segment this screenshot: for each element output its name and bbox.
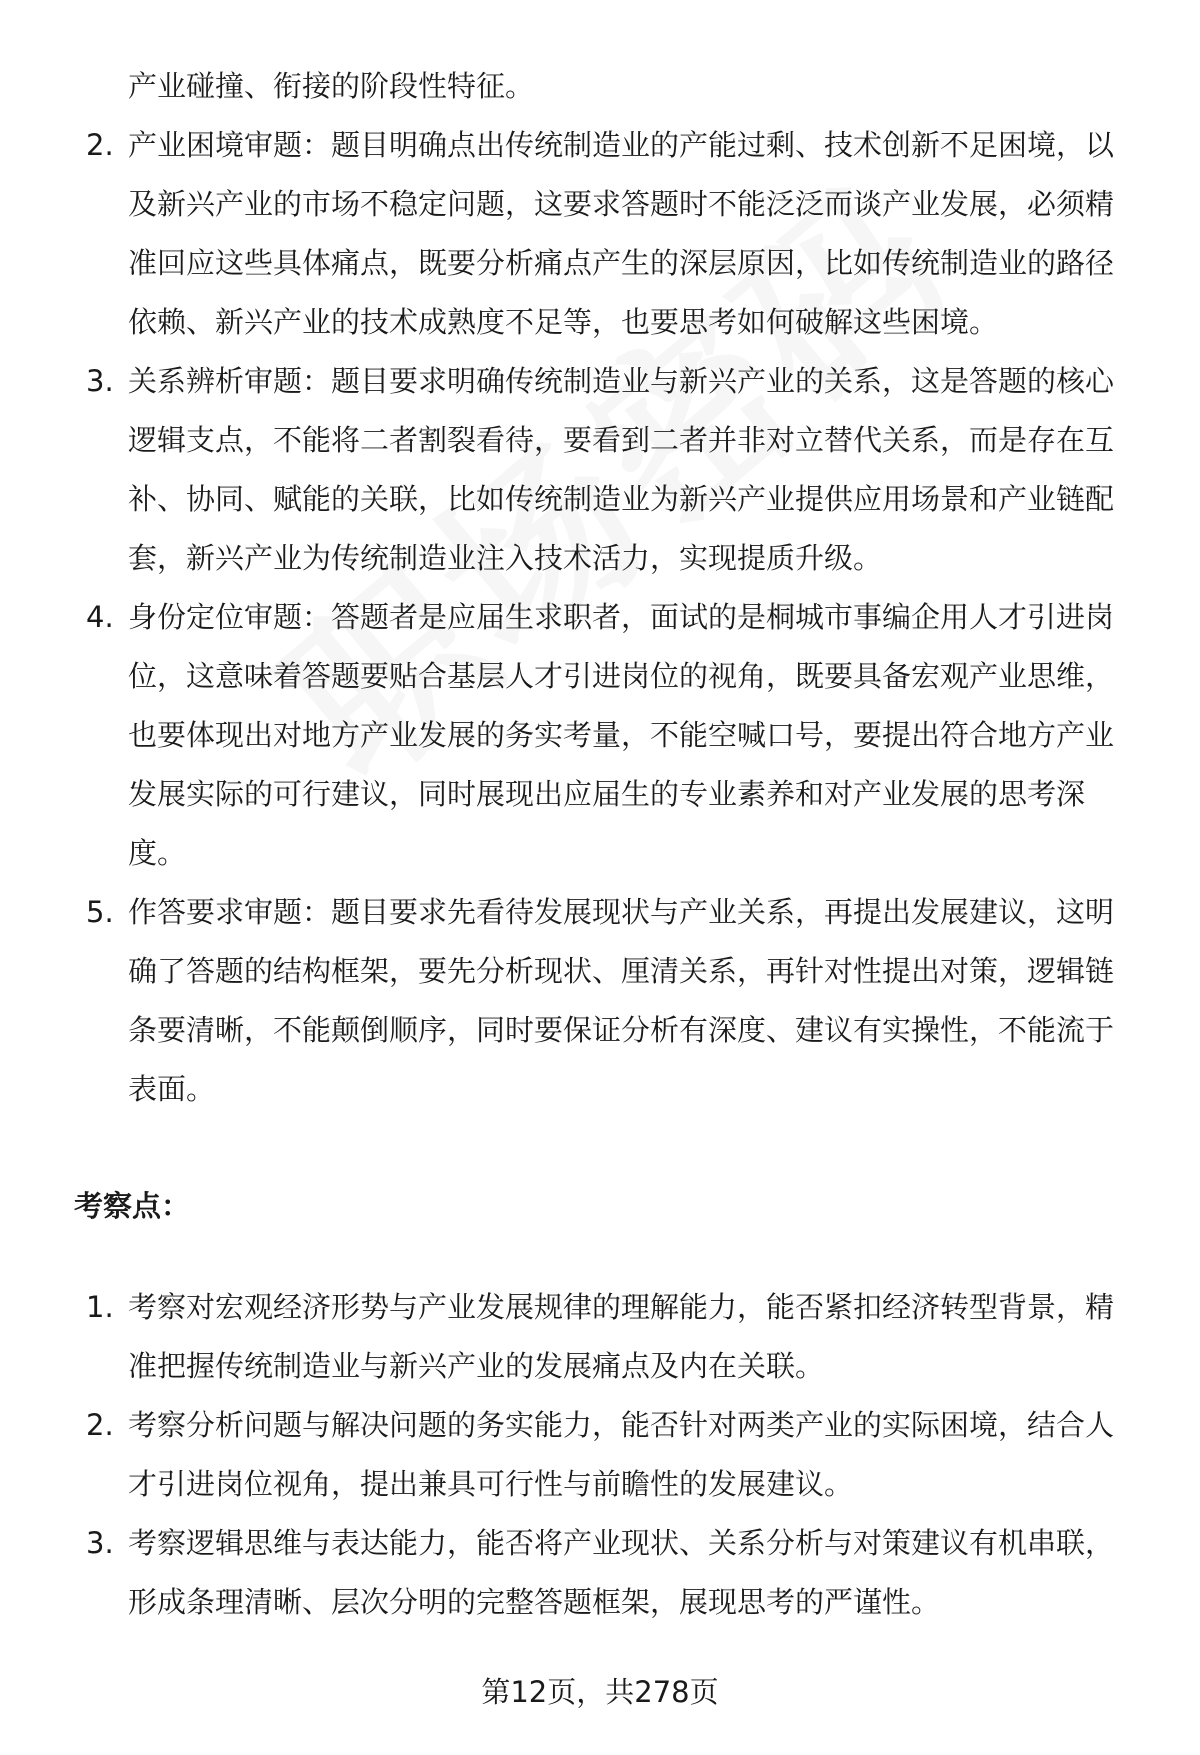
item-number: 4.: [86, 600, 114, 634]
item-text: 作答要求审题：题目要求先看待发展现状与产业关系，再提出发展建议，这明确了答题的结构框架，要先分析现状、厘清关系，再针对性提出对策，逻辑链条要清晰，不能颠倒顺序，同时要保证分析有深度、建议有实操性，不能流于表面。: [128, 895, 1115, 1106]
list-item: [74, 352, 1140, 588]
intro-continuation: 产业碰撞、衔接的阶段性特征。: [128, 69, 535, 103]
analysis-list: [74, 116, 1140, 1119]
item-number: 3.: [86, 364, 114, 398]
item-number: 2.: [86, 1408, 114, 1442]
list-item: [74, 1396, 1140, 1514]
section-title: 考察点：: [74, 1189, 191, 1223]
item-text: 考察分析问题与解决问题的务实能力，能否针对两类产业的实际困境，结合人才引进岗位视角，提出兼具可行性与前瞻性的发展建议。: [128, 1408, 1115, 1501]
item-text: 考察逻辑思维与表达能力，能否将产业现状、关系分析与对策建议有机串联，形成条理清晰、层次分明的完整答题框架，展现思考的严谨性。: [128, 1526, 1115, 1619]
item-text: 考察对宏观经济形势与产业发展规律的理解能力，能否紧扣经济转型背景，精准把握传统制造业与新兴产业的发展痛点及内在关联。: [128, 1290, 1115, 1383]
list-item: [74, 116, 1140, 352]
item-text: 关系辨析审题：题目要求明确传统制造业与新兴产业的关系，这是答题的核心逻辑支点，不能将二者割裂看待，要看到二者并非对立替代关系，而是存在互补、协同、赋能的关联，比如传统制造业为新兴产业提供应用场景和产业链配套，新兴产业为传统制造业注入技术活力，实现提质升级。: [128, 364, 1115, 575]
item-number: 3.: [86, 1526, 114, 1560]
page-footer: 第12页，共278页: [481, 1675, 719, 1709]
examine-list: [74, 1278, 1140, 1632]
list-item: [74, 588, 1140, 883]
list-item: [74, 1514, 1140, 1632]
page-content: [74, 57, 1140, 1632]
item-text: 身份定位审题：答题者是应届生求职者，面试的是桐城市事编企用人才引进岗位，这意味着答题要贴合基层人才引进岗位的视角，既要具备宏观产业思维，也要体现出对地方产业发展的务实考量，不能空喊口号，要提出符合地方产业发展实际的可行建议，同时展现出应届生的专业素养和对产业发展的思考深度。: [128, 600, 1115, 870]
item-text: 产业困境审题：题目明确点出传统制造业的产能过剩、技术创新不足困境，以及新兴产业的市场不稳定问题，这要求答题时不能泛泛而谈产业发展，必须精准回应这些具体痛点，既要分析痛点产生的深层原因，比如传统制造业的路径依赖、新兴产业的技术成熟度不足等，也要思考如何破解这些困境。: [128, 128, 1115, 339]
item-number: 5.: [86, 895, 114, 929]
list-item: [74, 1278, 1140, 1396]
list-item: [74, 883, 1140, 1119]
item-number: 1.: [86, 1290, 114, 1324]
item-number: 2.: [86, 128, 114, 162]
